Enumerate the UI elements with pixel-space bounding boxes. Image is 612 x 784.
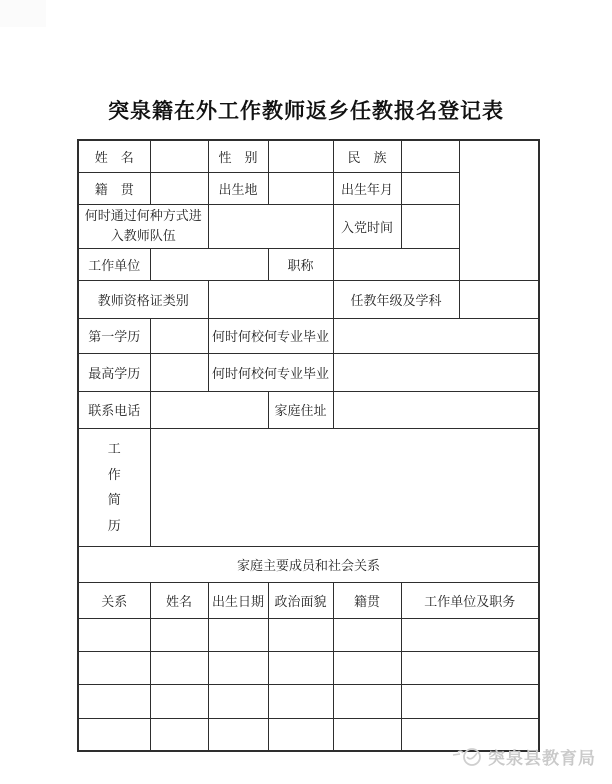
education-bureau-emblem-icon (452, 746, 484, 768)
birth-year-month-label: 出生年月 (333, 172, 401, 204)
work-unit-value-cell (150, 248, 268, 280)
family-header-birthdate: 出生日期 (208, 582, 268, 618)
family-cell (208, 618, 268, 651)
family-cell (268, 684, 333, 718)
table-row (78, 318, 539, 353)
family-cell (401, 684, 539, 718)
home-address-label: 家庭住址 (268, 391, 333, 428)
family-blank-row (78, 618, 539, 651)
party-join-time-value-cell (401, 204, 459, 248)
family-cell (333, 651, 401, 684)
table-row (78, 428, 539, 546)
first-degree-grad-value-cell (333, 318, 539, 353)
family-blank-row (78, 651, 539, 684)
job-title-value-cell (333, 248, 459, 280)
family-cell (268, 618, 333, 651)
page-title: 突泉籍在外工作教师返乡任教报名登记表 (108, 100, 504, 123)
watermark (452, 744, 596, 769)
family-cell (78, 651, 150, 684)
teacher-cert-type-value-cell (208, 280, 333, 318)
table-row (78, 391, 539, 428)
family-cell (268, 718, 333, 751)
party-join-time-label: 入党时间 (333, 204, 401, 248)
family-cell (78, 684, 150, 718)
highest-degree-grad-value-cell (333, 353, 539, 391)
family-header-relation: 关系 (78, 582, 150, 618)
first-degree-value-cell (150, 318, 208, 353)
registration-form-table (77, 139, 540, 752)
family-cell (78, 618, 150, 651)
table-row (78, 140, 539, 172)
teaching-grade-subject-label: 任教年级及学科 (333, 280, 459, 318)
entry-method-value-cell (208, 204, 333, 248)
family-blank-row (78, 684, 539, 718)
family-header-name: 姓名 (150, 582, 208, 618)
highest-degree-value-cell (150, 353, 208, 391)
family-cell (78, 718, 150, 751)
work-resume-char: 工 (107, 441, 121, 457)
family-cell (150, 618, 208, 651)
birthplace-label: 出生地 (208, 172, 268, 204)
native-place-value-cell (150, 172, 208, 204)
work-resume-char: 作 (107, 466, 121, 482)
photo-cell (459, 140, 539, 280)
table-row (78, 353, 539, 391)
table-row (78, 280, 539, 318)
family-section-title: 家庭主要成员和社会关系 (78, 546, 539, 582)
entry-method-label: 何时通过何种方式进入教师队伍 (78, 204, 208, 248)
ethnicity-label: 民 族 (333, 140, 401, 172)
birthplace-value-cell (268, 172, 333, 204)
family-cell (208, 684, 268, 718)
contact-phone-value-cell (150, 391, 268, 428)
family-cell (401, 618, 539, 651)
contact-phone-label: 联系电话 (78, 391, 150, 428)
family-header-native-place: 籍贯 (333, 582, 401, 618)
native-place-label: 籍 贯 (78, 172, 150, 204)
job-title-label: 职称 (268, 248, 333, 280)
ethnicity-value-cell (401, 140, 459, 172)
family-cell (208, 718, 268, 751)
highest-degree-grad-label: 何时何校何专业毕业 (208, 353, 333, 391)
work-resume-vertical-text (79, 430, 150, 544)
family-cell (401, 651, 539, 684)
work-resume-value-cell (150, 428, 539, 546)
table-row (78, 546, 539, 582)
page-corner-shade (0, 0, 46, 27)
name-label: 姓 名 (78, 140, 150, 172)
highest-degree-label: 最高学历 (78, 353, 150, 391)
work-unit-label: 工作单位 (78, 248, 150, 280)
family-cell (150, 651, 208, 684)
name-value-cell (150, 140, 208, 172)
gender-label: 性 别 (208, 140, 268, 172)
teacher-cert-type-label: 教师资格证类别 (78, 280, 208, 318)
teaching-grade-subject-value-cell (459, 280, 539, 318)
family-cell (333, 618, 401, 651)
birth-year-month-value-cell (401, 172, 459, 204)
work-resume-char: 历 (107, 517, 121, 533)
first-degree-grad-label: 何时何校何专业毕业 (208, 318, 333, 353)
first-degree-label: 第一学历 (78, 318, 150, 353)
family-cell (333, 718, 401, 751)
family-header-row (78, 582, 539, 618)
family-cell (333, 684, 401, 718)
family-cell (150, 718, 208, 751)
family-header-political-status: 政治面貌 (268, 582, 333, 618)
watermark-text: 突泉县教育局 (488, 749, 596, 768)
family-cell (208, 651, 268, 684)
work-resume-char: 简 (107, 492, 121, 508)
family-cell (268, 651, 333, 684)
work-resume-label (78, 428, 150, 546)
gender-value-cell (268, 140, 333, 172)
family-header-work-unit-position: 工作单位及职务 (401, 582, 539, 618)
family-cell (150, 684, 208, 718)
home-address-value-cell (333, 391, 539, 428)
